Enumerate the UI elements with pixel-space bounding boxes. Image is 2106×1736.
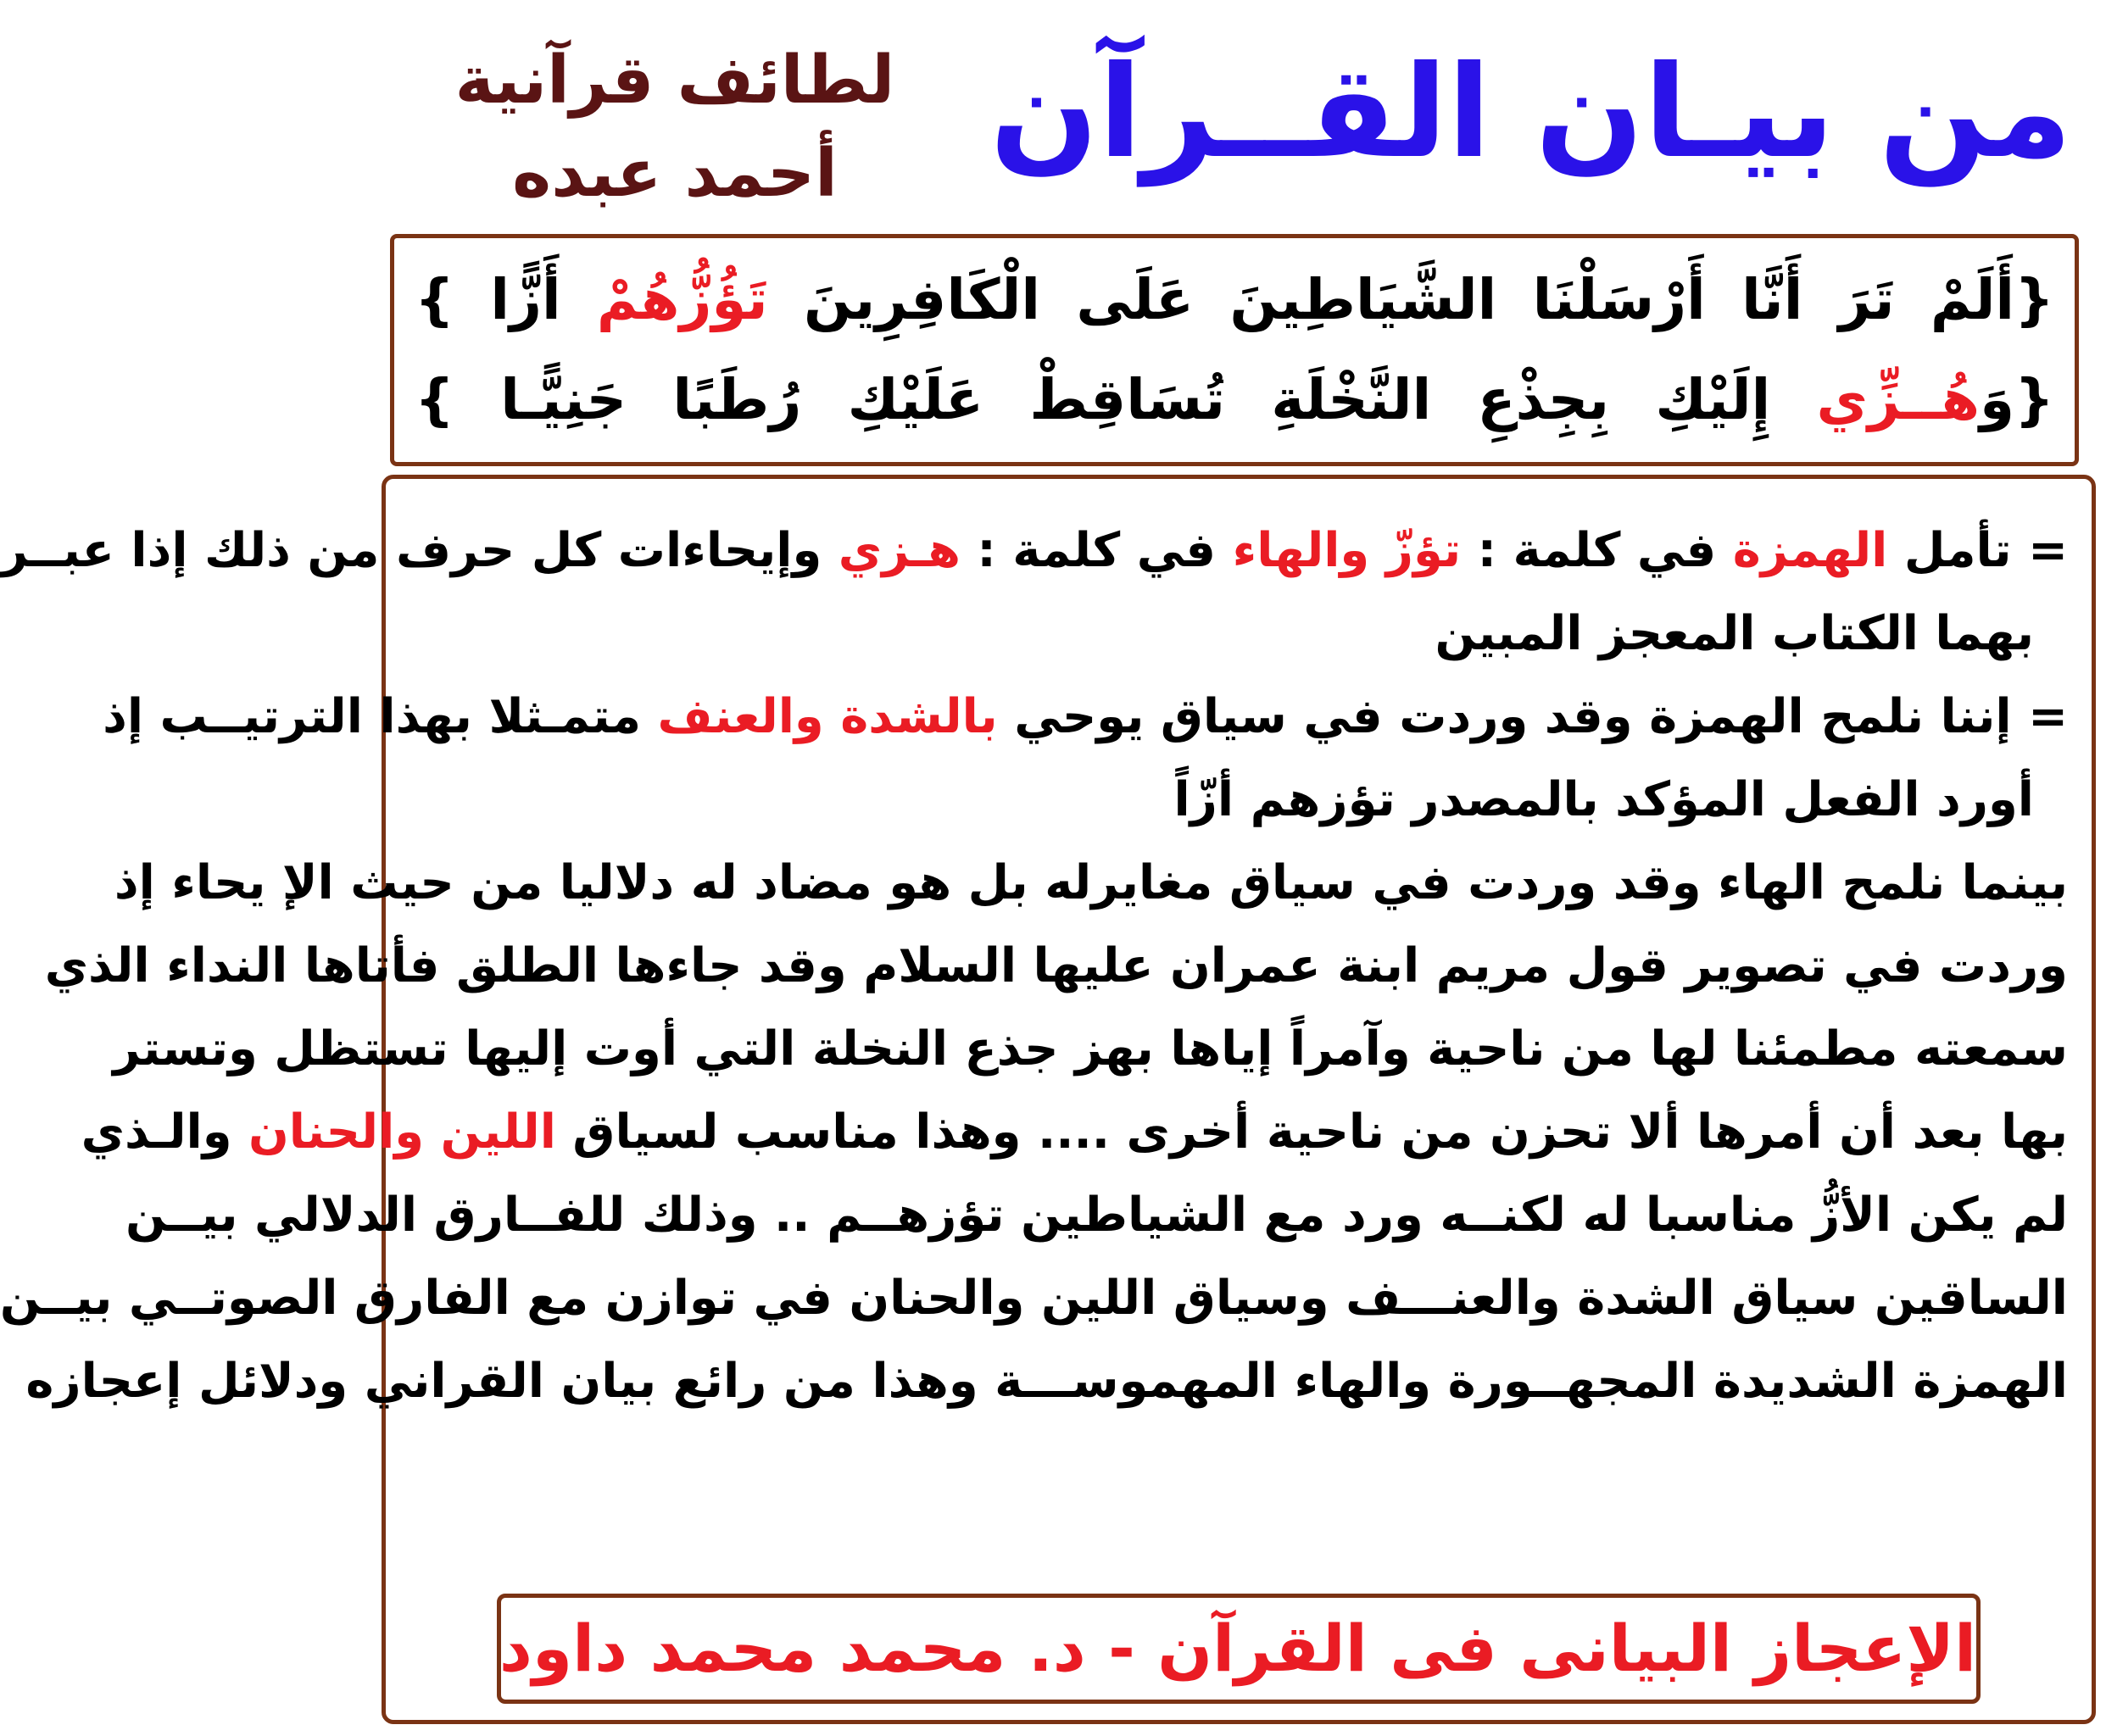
commentary-text: سمعته مطمئنا لها من ناحية وآمراً إياها بهز جذع النخلة التي أوت إليها تستظل وتستر — [113, 1021, 2068, 1077]
commentary-box — [0, 475, 2096, 1724]
commentary-line — [0, 509, 2068, 593]
commentary-line — [25, 1340, 2068, 1423]
commentary-line — [114, 842, 2068, 925]
highlighted-term: هـزي — [838, 523, 961, 578]
verse-text: {أَلَمْ تَرَ أَنَّا أَرْسَلْنَا الشَّيَاطِينَ عَلَى الْكَافِرِينَ — [767, 267, 2054, 332]
commentary-line — [410, 759, 2068, 842]
page-header — [370, 0, 2106, 227]
highlighted-term: الهمزة — [1732, 523, 1888, 578]
commentary-text: = إننا نلمح الهمزة وقد وردت في سياق يوحي — [997, 689, 2068, 744]
commentary-text: وردت في تصوير قول مريم ابنة عمران عليها السلام وقد جاءها الطلق فأتاها النداء الذي — [44, 938, 2068, 993]
commentary-paragraph — [0, 509, 2068, 1423]
commentary-text: الهمزة الشديدة المجهــورة والهاء المهموســـة وهذا من رائع بيان القراني ودلائل إعجازه — [25, 1354, 2068, 1409]
verse-line-2 — [415, 350, 2054, 450]
commentary-line — [113, 1008, 2068, 1091]
verse-box — [390, 234, 2079, 466]
commentary-text: في كلمة : — [960, 523, 1233, 578]
commentary-text: متمـثلا بهذا الترتيــب إذ — [103, 689, 658, 744]
series-title: لطائف قرآنية — [454, 42, 895, 119]
commentary-line — [103, 676, 2068, 759]
page-title: من بيـان القــرآن — [989, 39, 2072, 186]
verse-highlight: تَؤُزُّهُمْ — [596, 267, 768, 332]
commentary-line — [44, 925, 2068, 1008]
source-citation: الإعجاز البيانى فى القرآن - د. محمد محمد داود — [497, 1594, 1981, 1704]
commentary-text: بها بعد أن أمرها ألا تحزن من ناحية أخرى .... وهذا مناسب لسياق — [555, 1104, 2068, 1160]
commentary-text: في كلمة : — [1461, 523, 1733, 578]
series-title-block — [404, 34, 946, 220]
verse-text: {وَ — [1979, 367, 2054, 432]
highlighted-term: تؤزّ والهاء — [1232, 523, 1462, 578]
commentary-text: لم يكن الأزُّ مناسبا له لكنــه ورد مع الشياطين تؤزهــم .. وذلك للفــارق الدلالي بيــن — [125, 1188, 2068, 1243]
commentary-line — [0, 1257, 2068, 1340]
verse-text: أَزًّا } — [415, 267, 597, 332]
commentary-text: = تأمل — [1887, 523, 2068, 578]
author-name: أحمد عبده — [512, 136, 838, 212]
commentary-text: أورد الفعل المؤكد بالمصدر تؤزهم أزّاً — [1173, 772, 2034, 827]
commentary-line — [410, 593, 2068, 676]
commentary-text: بهما الكتاب المعجز المبين — [1435, 606, 2034, 661]
highlighted-term: اللين والحنان — [248, 1104, 556, 1160]
commentary-line — [125, 1174, 2068, 1257]
verse-text: إِلَيْكِ بِجِذْعِ النَّخْلَةِ تُسَاقِطْ عَلَيْكِ رُطَبًا جَنِيًّـا } — [415, 367, 1817, 432]
commentary-text: الساقين سياق الشدة والعنـــف وسياق اللين والحنان في توازن مع الفارق الصوتــي بيــن — [0, 1271, 2068, 1326]
highlighted-term: بالشدة والعنف — [657, 689, 998, 744]
verse-line-1 — [415, 250, 2054, 350]
commentary-text: وإيحاءات كل حرف من ذلك إذا عبــر — [0, 523, 838, 578]
verse-highlight: هُــزِّي — [1816, 367, 1980, 432]
commentary-text: والـذي — [81, 1104, 248, 1160]
commentary-line — [81, 1091, 2068, 1174]
commentary-text: بينما نلمح الهاء وقد وردت في سياق مغايرله بل هو مضاد له دلاليا من حيث الإ يحاء إذ — [114, 855, 2068, 910]
